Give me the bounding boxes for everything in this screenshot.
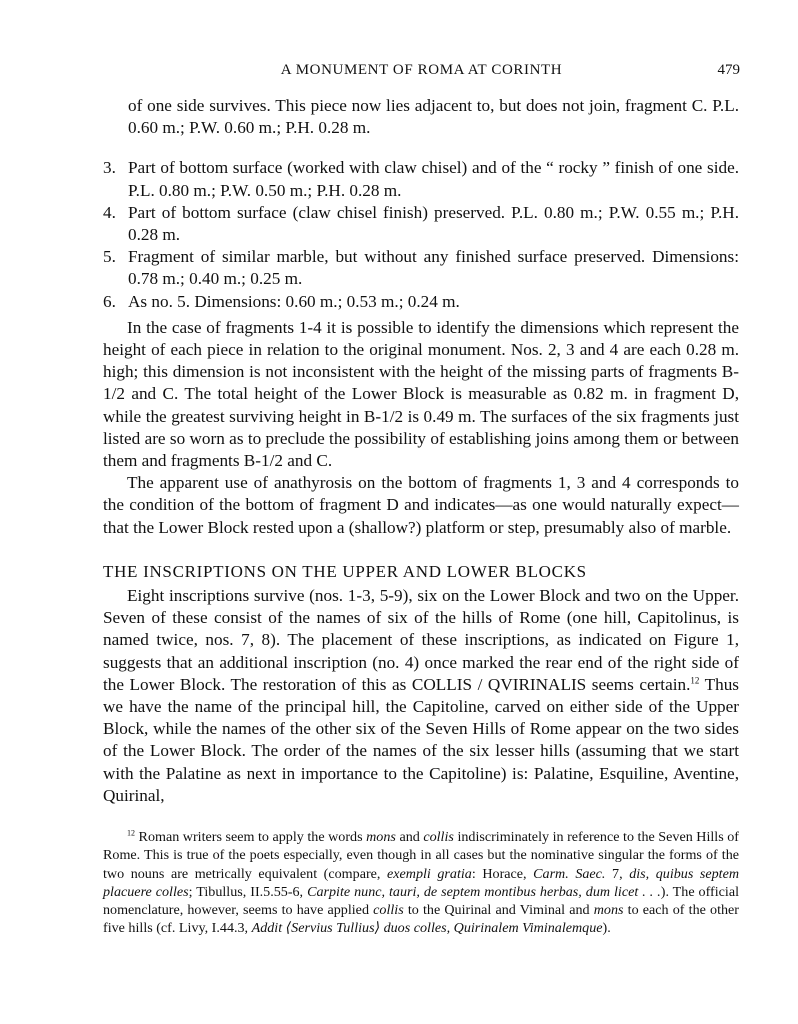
footnote-segment: 7,: [605, 865, 630, 882]
footnote-segment: ).: [602, 920, 611, 937]
footnote-italic: Carpite nunc, tauri, de septem montibus herbas, dum licet . . .: [307, 883, 661, 900]
footnote-segment: to the Quirinal and Viminal and: [403, 902, 594, 919]
footnote-segment: : Horace,: [471, 865, 534, 882]
item-text: Part of bottom surface (claw chisel finish) preserved. P.L. 0.80 m.; P.W. 0.55 m.; P.H. 0.28 m.: [128, 202, 739, 245]
footnote-italic: collis: [373, 902, 404, 919]
footnote-segment: ). The official nomenclature, however, seems to have applied: [103, 883, 739, 919]
footnote-italic: collis: [423, 829, 454, 845]
item-number: 6.: [103, 291, 116, 311]
item-number: 5.: [103, 247, 116, 267]
section-heading: THE INSCRIPTIONS ON THE UPPER AND LOWER BLOCKS: [103, 561, 587, 581]
running-head: [103, 62, 740, 82]
item-text: Part of bottom surface (worked with claw chisel) and of the “ rocky ” finish of one side. P.L. 0.80 m.; P.W. 0.50 m.; P.H. 0.28 m.: [128, 158, 739, 200]
footnote-reference[interactable]: 12: [690, 675, 700, 686]
paragraph-text: Thus we have the name of the principal hill, the Capitoline, carved on either side of the Upper Block, while the names of the other six of the Seven Hills of Rome appear on the two sides of the Lower Block. The order of the names of the six lesser hills (assuming that we start with the Palatine as next in importance to the Capitoline) is: Palatine, Esquiline, Aventine, Quirinal,: [103, 674, 739, 805]
fragment-2-continuation: of one side survives. This piece now lies adjacent to, but does not join, fragment C. P.L. 0.60 m.; P.W. 0.60 m.; P.H. 0.28 m.: [128, 96, 739, 138]
fragment-list: [103, 157, 739, 312]
footnote-segment: ; Tibullus, II.5.55-6,: [188, 883, 308, 900]
main-text: [103, 95, 739, 807]
list-item: [103, 157, 739, 201]
footnote-italic: mons: [366, 829, 396, 845]
paragraph-text: Eight inscriptions survive (nos. 1-3, 5-9), six on the Lower Block and two on the Upper. Seven of these consist of the names of six of the hills of Rome (one hill, Capitolinus, is named twice, nos. 7, 8). The placement of these inscriptions, as indicated on Figure 1, suggests that an additional inscription (no. 4) once marked the rear end of the right side of the Lower Block. The restoration of this as COLLIS / QVIRINALIS seems certain.: [103, 586, 739, 694]
footnote-italic: dis, quibus septem placuere colles: [103, 865, 740, 900]
item-text: As no. 5. Dimensions: 0.60 m.; 0.53 m.; 0.24 m.: [128, 291, 460, 311]
footnote-segment: indiscriminately in reference to the Seven Hills of Rome. This is true of the poets especially, even though in all cases but the nominative singular the forms of the two nouns are metrically equivalent (compare,: [103, 829, 739, 882]
running-title: A MONUMENT OF ROMA AT CORINTH: [280, 62, 563, 78]
list-item: [103, 202, 739, 246]
footnote-segment: Roman writers seem to apply the words: [135, 829, 367, 845]
footnote-italic: Carm. Saec.: [533, 865, 606, 882]
page-number: 479: [717, 62, 740, 78]
paragraph: [103, 585, 739, 807]
footnote-italic: exempli gratia: [387, 865, 472, 882]
paragraph: In the case of fragments 1-4 it is possible to identify the dimensions which represent the height of each piece in relation to the original monument. Nos. 2, 3 and 4 are each 0.28 m. high; this dimension is not inconsistent with the height of the missing parts of fragments B-1/2 and C. The total height of the Lower Block is measurable as 0.82 m. in fragment D, while the greatest surviving height in B-1/2 is 0.49 m. The surfaces of the six fragments just listed are so worn as to preclude the possibility of establishing joins among them or between them and fragments B-1/2 and C.: [103, 317, 739, 471]
footnote-marker: 12: [127, 828, 135, 838]
footnote: [103, 828, 739, 938]
list-item: [103, 246, 739, 290]
paragraph: The apparent use of anathyrosis on the bottom of fragments 1, 3 and 4 corresponds to the condition of the bottom of fragment D and indicates—as one would naturally expect—that the Lower Block rested upon a (shallow?) platform or step, presumably also of marble.: [103, 473, 739, 537]
item-text: Fragment of similar marble, but without any finished surface preserved. Dimensions: 0.78 m.; 0.40 m.; 0.25 m.: [128, 247, 739, 289]
list-item: [103, 291, 739, 313]
footnote-segment: and: [395, 829, 424, 845]
footnote-segment: to each of the other five hills (cf. Livy, I.44.3,: [103, 902, 739, 937]
footnote-italic: Addit ⟨Servius Tullius⟩ duos colles, Quirinalem Viminalemque: [251, 920, 603, 937]
item-number: 3.: [103, 158, 116, 178]
footnote-italic: mons: [593, 902, 624, 919]
footnote-text: [103, 828, 739, 938]
item-number: 4.: [103, 202, 116, 222]
